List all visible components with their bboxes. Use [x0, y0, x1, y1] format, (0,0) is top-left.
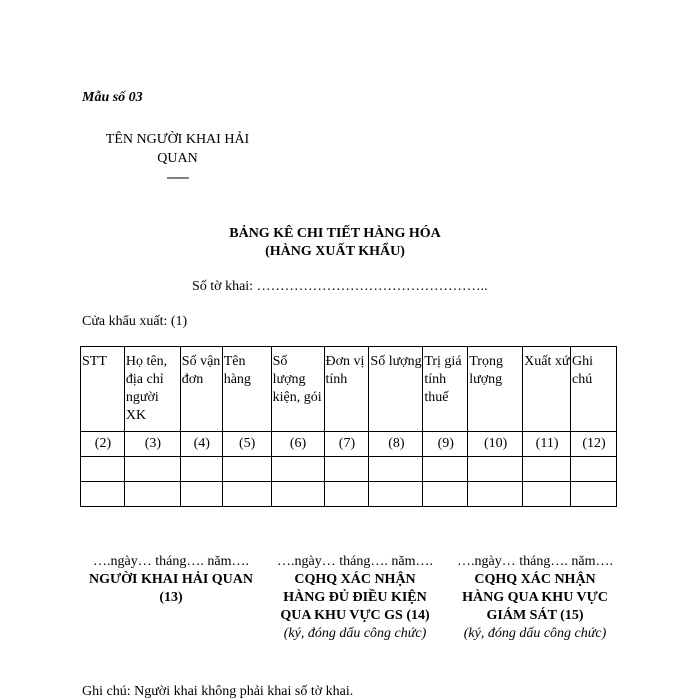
- empty-cell: [324, 482, 369, 507]
- empty-cell: [180, 482, 222, 507]
- header-cell: Trọng lượng: [468, 347, 523, 432]
- signature-block-customs-eligible: [262, 553, 448, 643]
- empty-cell: [423, 482, 468, 507]
- signature-role-line: HÀNG QUA KHU VỰC: [462, 590, 608, 605]
- signature-role-line: GIÁM SÁT (15): [486, 608, 584, 623]
- signature-role-line: CQHQ XÁC NHẬN: [294, 572, 416, 587]
- signature-note: (ký, đóng dấu công chức): [283, 626, 427, 641]
- header-cell: Xuất xứ: [523, 347, 571, 432]
- signature-role-line: (13): [159, 590, 183, 605]
- form-number: Mẫu số 03: [82, 90, 143, 105]
- column-number: (7): [324, 432, 369, 457]
- empty-cell: [271, 457, 324, 482]
- header-cell: Đơn vị tính: [324, 347, 369, 432]
- empty-cell: [81, 482, 125, 507]
- empty-cell: [124, 457, 180, 482]
- signature-block-customs-supervision: [440, 553, 630, 643]
- column-number: (2): [81, 432, 125, 457]
- header-cell: Họ tên, địa chỉ người XK: [124, 347, 180, 432]
- signature-note: (ký, đóng dấu công chức): [463, 626, 607, 641]
- column-number: (3): [124, 432, 180, 457]
- column-number: (9): [423, 432, 468, 457]
- column-number: (11): [523, 432, 571, 457]
- column-number: (6): [271, 432, 324, 457]
- signature-role-line: NGƯỜI KHAI HẢI QUAN: [89, 572, 253, 587]
- signature-date: ….ngày… tháng…. năm….: [93, 554, 249, 569]
- declarant-name-line1: TÊN NGƯỜI KHAI HẢI: [105, 132, 250, 147]
- empty-cell: [571, 482, 617, 507]
- empty-cell: [523, 482, 571, 507]
- empty-cell: [124, 482, 180, 507]
- signature-block-declarant: [76, 553, 266, 607]
- table-row: [81, 457, 617, 482]
- column-number: (5): [222, 432, 271, 457]
- empty-cell: [369, 482, 423, 507]
- header-cell: Trị giá tính thuế: [423, 347, 468, 432]
- signature-date: ….ngày… tháng…. năm….: [457, 554, 613, 569]
- header-cell: STT: [81, 347, 125, 432]
- footnote: Ghi chú: Người khai không phải khai số tờ khai.: [82, 684, 354, 699]
- goods-table: [80, 346, 617, 507]
- title-line1: BẢNG KÊ CHI TIẾT HÀNG HÓA: [229, 226, 441, 241]
- empty-cell: [271, 482, 324, 507]
- empty-cell: [468, 482, 523, 507]
- empty-cell: [571, 457, 617, 482]
- empty-cell: [423, 457, 468, 482]
- signature-role-line: CQHQ XÁC NHẬN: [474, 572, 596, 587]
- header-cell: Số vận đơn: [180, 347, 222, 432]
- empty-cell: [468, 457, 523, 482]
- table-number-row: [81, 432, 617, 457]
- signature-role-line: HÀNG ĐỦ ĐIỀU KIỆN: [283, 590, 427, 605]
- column-number: (8): [369, 432, 423, 457]
- signature-role-line: QUA KHU VỰC GS (14): [280, 608, 430, 623]
- document-title: [0, 225, 670, 261]
- empty-cell: [222, 482, 271, 507]
- declaration-number-line: Số tờ khai: …………………………………………..: [192, 279, 488, 294]
- empty-cell: [81, 457, 125, 482]
- empty-cell: [222, 457, 271, 482]
- column-number: (12): [571, 432, 617, 457]
- table-header-row: [81, 347, 617, 432]
- export-gate-line: Cửa khẩu xuất: (1): [82, 314, 188, 329]
- title-line2: (HÀNG XUẤT KHẨU): [265, 244, 405, 259]
- empty-cell: [180, 457, 222, 482]
- empty-cell: [324, 457, 369, 482]
- declarant-name-line2: QUAN: [157, 151, 198, 166]
- column-number: (4): [180, 432, 222, 457]
- header-cell: Số lượng: [369, 347, 423, 432]
- column-number: (10): [468, 432, 523, 457]
- declarant-org-block: [100, 130, 255, 187]
- header-cell: Tên hàng: [222, 347, 271, 432]
- table-row: [81, 482, 617, 507]
- header-cell: Số lượng kiện, gói: [271, 347, 324, 432]
- empty-cell: [369, 457, 423, 482]
- org-divider: ------: [166, 170, 189, 185]
- header-cell: Ghi chú: [571, 347, 617, 432]
- signature-date: ….ngày… tháng…. năm….: [277, 554, 433, 569]
- empty-cell: [523, 457, 571, 482]
